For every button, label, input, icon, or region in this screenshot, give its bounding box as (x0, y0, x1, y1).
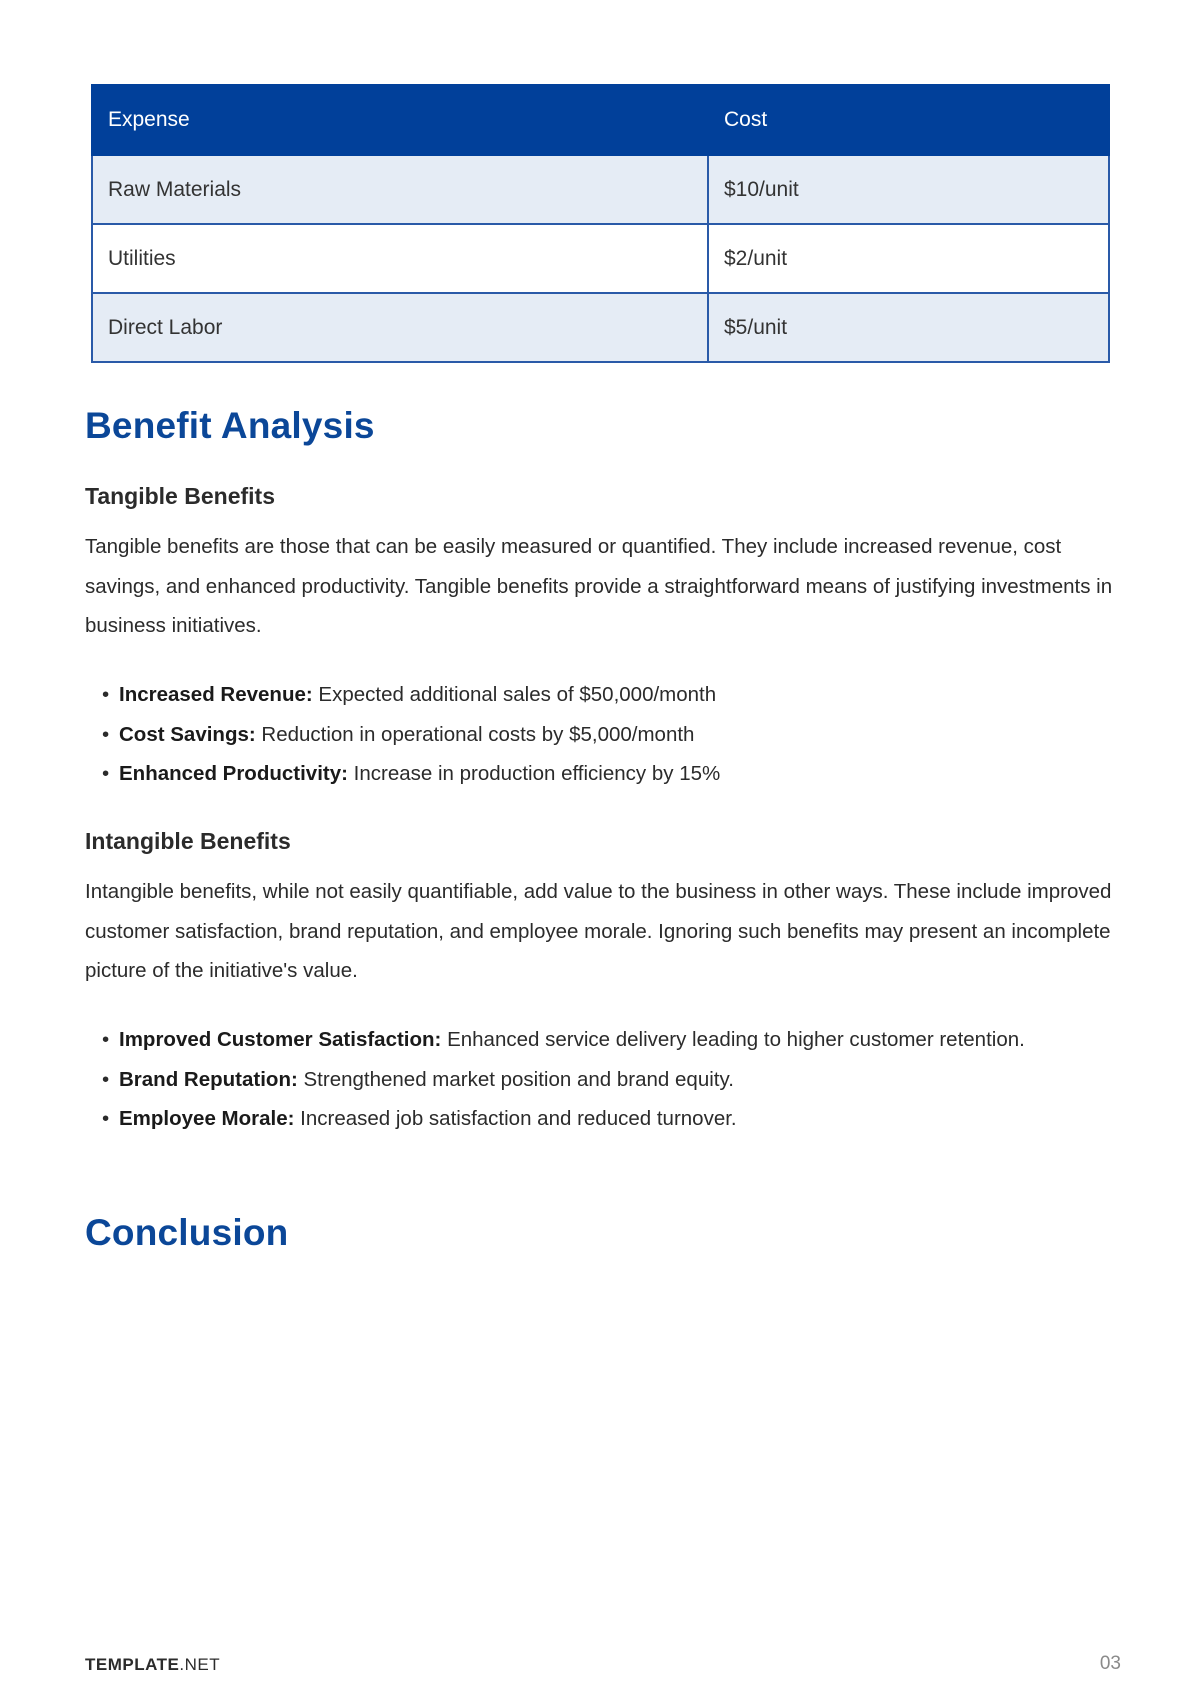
cost-cell: $2/unit (708, 224, 1109, 293)
table-row (92, 293, 1109, 362)
list-item-label: Employee Morale: (119, 1107, 295, 1130)
intangible-benefits-list (85, 1020, 1045, 1139)
intangible-benefits-paragraph: Intangible benefits, while not easily quantifiable, add value to the business in other ways. These include improved customer satisfaction, brand reputation, and employee morale. Ignoring such benefits may present an incomplete picture of the initiative's value. (85, 880, 1112, 982)
list-item-label: Brand Reputation: (119, 1067, 298, 1091)
section-title-conclusion: Conclusion (85, 1212, 289, 1253)
list-item-label: Cost Savings: (119, 722, 256, 746)
bullet-icon: • (102, 1028, 110, 1051)
brand-name-bold: TEMPLATE (85, 1655, 180, 1674)
column-header-cost: Cost (708, 85, 1109, 155)
list-item-text: Reduction in operational costs by $5,000/month (255, 722, 695, 746)
list-item-text: Increase in production efficiency by 15% (347, 762, 721, 785)
subheading-intangible-benefits: Intangible Benefits (85, 828, 291, 854)
list-item-text: Expected additional sales of $50,000/month (312, 683, 717, 706)
list-item (85, 1020, 1045, 1060)
list-item (85, 715, 1125, 755)
brand-name-suffix: .NET (179, 1655, 221, 1674)
list-item-label: Enhanced Productivity: (119, 762, 348, 785)
table-header-row (92, 85, 1109, 155)
list-item-text: Strengthened market position and brand equity. (297, 1067, 734, 1091)
expense-cell: Utilities (92, 224, 708, 293)
tangible-benefits-paragraph: Tangible benefits are those that can be easily measured or quantified. They include increased revenue, cost savings, and enhanced productivity. Tangible benefits provide a straightforward means of justifying investments in business initiatives. (85, 535, 1113, 637)
bullet-icon: • (102, 762, 110, 785)
bullet-icon: • (102, 722, 110, 746)
tangible-benefits-list (85, 675, 1125, 794)
expense-cell: Direct Labor (92, 293, 708, 362)
list-item-text: Enhanced service delivery leading to higher customer retention. (441, 1028, 1025, 1051)
list-item (85, 1060, 1045, 1100)
cost-cell: $10/unit (708, 155, 1109, 224)
list-item-label: Improved Customer Satisfaction: (119, 1028, 442, 1051)
page-number: 03 (1099, 1653, 1121, 1674)
list-item (85, 1099, 1045, 1139)
bullet-icon: • (102, 1107, 110, 1130)
list-item-text: Increased job satisfaction and reduced turnover. (294, 1107, 737, 1130)
bullet-icon: • (102, 683, 110, 706)
section-title-benefit-analysis: Benefit Analysis (85, 405, 375, 446)
list-item-label: Increased Revenue: (119, 683, 313, 706)
subheading-tangible-benefits: Tangible Benefits (85, 483, 275, 509)
expense-cell: Raw Materials (92, 155, 708, 224)
cost-cell: $5/unit (708, 293, 1109, 362)
list-item (85, 754, 1125, 794)
table-row (92, 155, 1109, 224)
table-row (92, 224, 1109, 293)
list-item (85, 675, 1125, 715)
expense-table (91, 84, 1110, 363)
bullet-icon: • (102, 1067, 110, 1091)
column-header-expense: Expense (92, 85, 708, 155)
footer-brand-logo (85, 1655, 220, 1675)
